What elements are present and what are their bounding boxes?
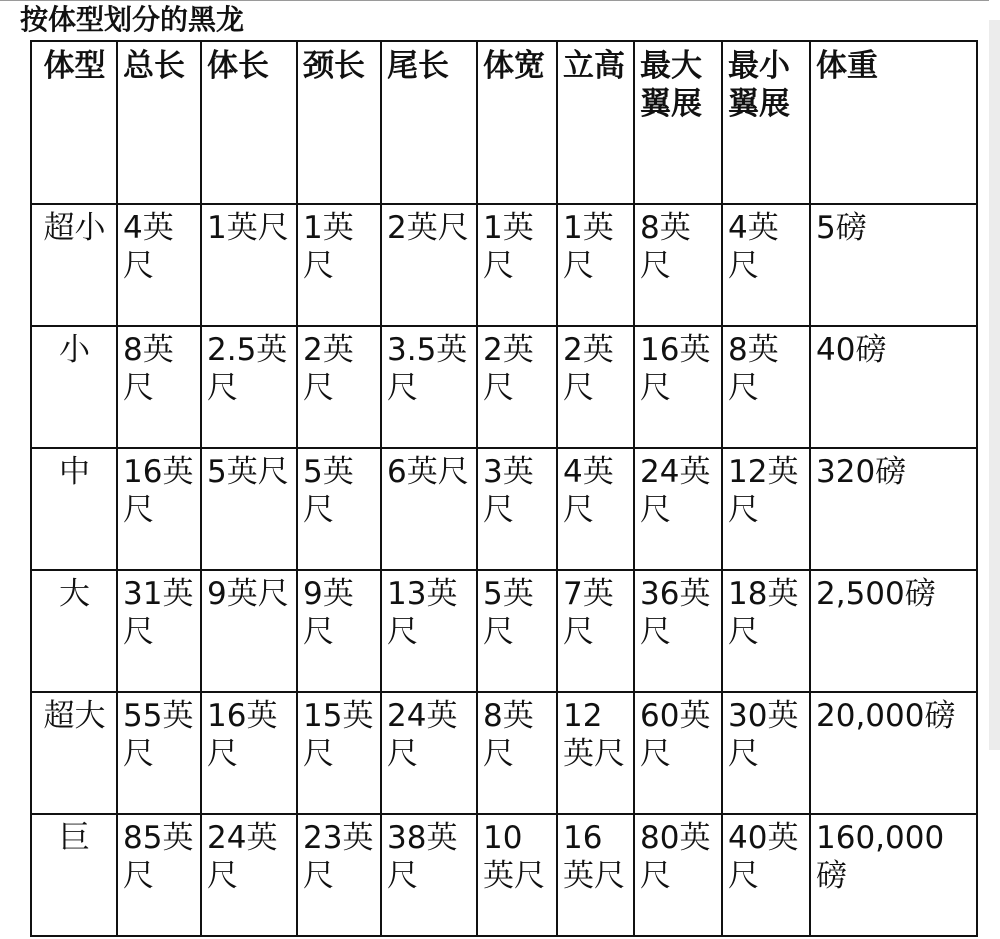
scrollbar-thumb[interactable] (989, 20, 1000, 750)
table-row (31, 570, 977, 692)
header-body-length: 体长 (201, 41, 297, 204)
table-row (31, 204, 977, 326)
cell-size: 巨 (31, 814, 117, 936)
cell-total-length: 16英尺 (117, 448, 201, 570)
cell-tail-length: 2英尺 (381, 204, 477, 326)
cell-min-wingspan: 12英尺 (722, 448, 810, 570)
header-min-wingspan: 最小翼展 (722, 41, 810, 204)
table-row (31, 814, 977, 936)
cell-total-length: 31英尺 (117, 570, 201, 692)
cell-body-length: 9英尺 (201, 570, 297, 692)
cell-size: 小 (31, 326, 117, 448)
cell-body-width: 1英尺 (477, 204, 557, 326)
cell-body-width: 8英尺 (477, 692, 557, 814)
cell-neck-length: 15英尺 (297, 692, 381, 814)
cell-max-wingspan: 8英尺 (634, 204, 722, 326)
cell-tail-length: 6英尺 (381, 448, 477, 570)
cell-weight: 20,000磅 (810, 692, 977, 814)
cell-body-width: 10英尺 (477, 814, 557, 936)
cell-tail-length: 3.5英尺 (381, 326, 477, 448)
cell-weight: 40磅 (810, 326, 977, 448)
cell-weight: 5磅 (810, 204, 977, 326)
cell-standing-height: 16英尺 (557, 814, 634, 936)
cell-neck-length: 5英尺 (297, 448, 381, 570)
header-total-length: 总长 (117, 41, 201, 204)
cell-max-wingspan: 16英尺 (634, 326, 722, 448)
cell-weight: 2,500磅 (810, 570, 977, 692)
cell-standing-height: 1英尺 (557, 204, 634, 326)
cell-standing-height: 12英尺 (557, 692, 634, 814)
dragon-size-table (30, 40, 978, 937)
table-row (31, 448, 977, 570)
cell-weight: 160,000磅 (810, 814, 977, 936)
cell-body-width: 2英尺 (477, 326, 557, 448)
cell-max-wingspan: 24英尺 (634, 448, 722, 570)
table-header-row (31, 41, 977, 204)
cell-body-width: 5英尺 (477, 570, 557, 692)
cell-body-length: 5英尺 (201, 448, 297, 570)
cell-body-length: 2.5英尺 (201, 326, 297, 448)
cell-size: 大 (31, 570, 117, 692)
cell-neck-length: 23英尺 (297, 814, 381, 936)
cell-max-wingspan: 60英尺 (634, 692, 722, 814)
cell-min-wingspan: 4英尺 (722, 204, 810, 326)
cell-body-length: 1英尺 (201, 204, 297, 326)
cell-max-wingspan: 80英尺 (634, 814, 722, 936)
table-row (31, 326, 977, 448)
header-max-wingspan: 最大翼展 (634, 41, 722, 204)
header-standing-height: 立高 (557, 41, 634, 204)
cell-standing-height: 2英尺 (557, 326, 634, 448)
header-body-width: 体宽 (477, 41, 557, 204)
cell-tail-length: 24英尺 (381, 692, 477, 814)
cell-total-length: 55英尺 (117, 692, 201, 814)
cell-total-length: 85英尺 (117, 814, 201, 936)
cell-body-length: 16英尺 (201, 692, 297, 814)
cell-size: 中 (31, 448, 117, 570)
cell-size: 超大 (31, 692, 117, 814)
cell-min-wingspan: 8英尺 (722, 326, 810, 448)
header-tail-length: 尾长 (381, 41, 477, 204)
cell-total-length: 8英尺 (117, 326, 201, 448)
cell-body-width: 3英尺 (477, 448, 557, 570)
cell-min-wingspan: 18英尺 (722, 570, 810, 692)
cell-min-wingspan: 30英尺 (722, 692, 810, 814)
cell-neck-length: 9英尺 (297, 570, 381, 692)
header-neck-length: 颈长 (297, 41, 381, 204)
cell-tail-length: 13英尺 (381, 570, 477, 692)
vertical-scrollbar[interactable] (989, 0, 1000, 939)
cell-neck-length: 1英尺 (297, 204, 381, 326)
cell-tail-length: 38英尺 (381, 814, 477, 936)
cell-standing-height: 4英尺 (557, 448, 634, 570)
cell-min-wingspan: 40英尺 (722, 814, 810, 936)
cell-body-length: 24英尺 (201, 814, 297, 936)
cell-max-wingspan: 36英尺 (634, 570, 722, 692)
cell-total-length: 4英尺 (117, 204, 201, 326)
header-weight: 体重 (810, 41, 977, 204)
cell-weight: 320磅 (810, 448, 977, 570)
table-row (31, 692, 977, 814)
top-divider (0, 0, 1000, 1)
header-size: 体型 (31, 41, 117, 204)
cell-standing-height: 7英尺 (557, 570, 634, 692)
cell-size: 超小 (31, 204, 117, 326)
cell-neck-length: 2英尺 (297, 326, 381, 448)
page-title: 按体型划分的黑龙 (20, 3, 245, 36)
